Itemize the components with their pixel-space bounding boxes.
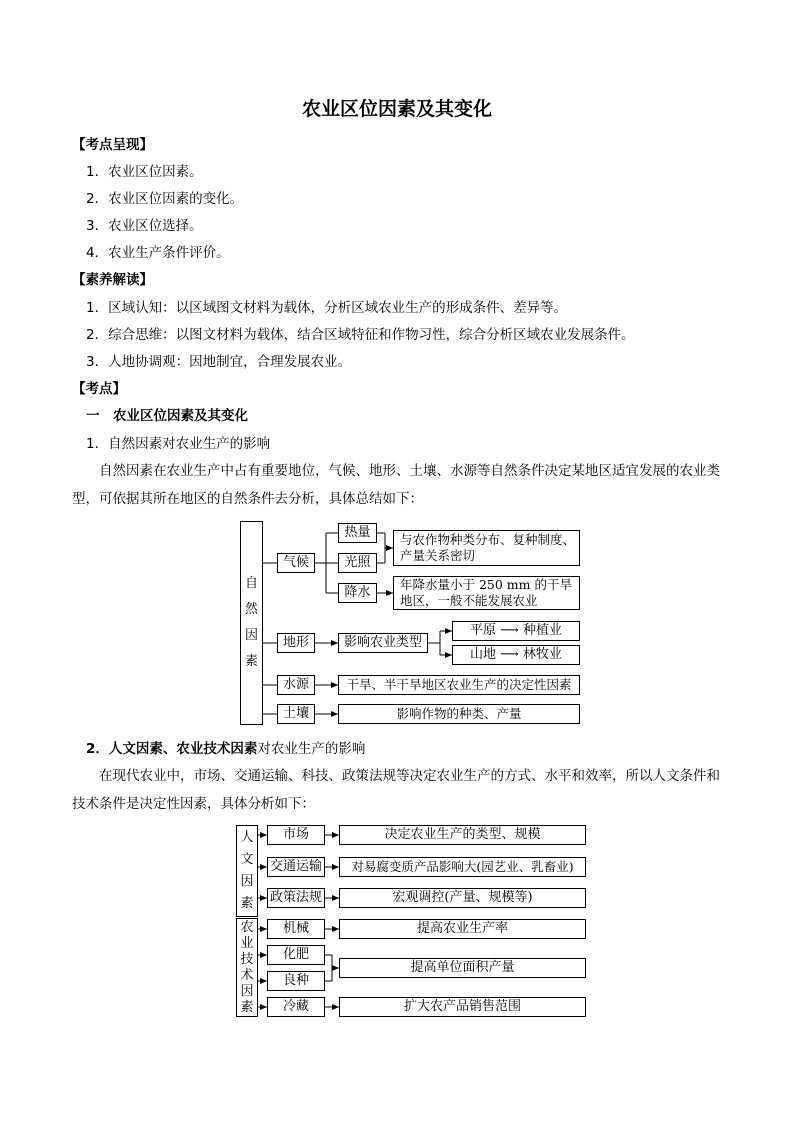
subsection-title: 一 农业区位因素及其变化: [86, 408, 248, 424]
light-box: 光照: [338, 553, 377, 573]
item-label: 2．综合思维: [86, 327, 163, 343]
item-text: ：因地制宜，合理发展农业。: [175, 354, 352, 370]
paragraph-natural: 自然因素在农业生产中占有重要地位，气候、地形、土壤、水源等自然条件决定某地区适宜发展的农业类型，可依据其所在地区的自然条件去分析，具体总结如下：: [72, 463, 720, 507]
human-factors-root: [236, 825, 258, 917]
seed-box: 良种: [267, 971, 325, 991]
root-char: 技: [240, 951, 254, 967]
item-text: ：以图文材料为载体，结合区域特征和作物习性，综合分析区域农业发展条件。: [162, 327, 635, 343]
water-box: 水源: [277, 675, 315, 695]
list-item: 4．农业生产条件评价。: [86, 245, 230, 261]
terrain-effect-box: 影响农业类型: [338, 633, 428, 653]
section-heading-kaodian-chengxian: 【考点呈现】: [72, 137, 153, 153]
root-char: 业: [240, 935, 254, 951]
transport-desc: 对易腐变质产品影响大(园艺业、乳畜业): [339, 857, 586, 877]
item-text: ：以区域图文材料为载体，分析区域农业生产的形成条件、差异等。: [162, 300, 568, 316]
terrain-box: 地形: [277, 633, 315, 653]
policy-box: 政策法规: [267, 888, 325, 908]
root-char: 文: [240, 852, 254, 867]
heat-light-desc: 与农作物种类分布、复种制度、产量关系密切: [393, 530, 580, 566]
water-desc: 干旱、半干旱地区农业生产的决定性因素: [338, 675, 580, 695]
rain-desc: 年降水量小于 250 mm 的干旱地区，一般不能发展农业: [393, 576, 580, 610]
root-char: 然: [244, 602, 258, 617]
market-desc: 决定农业生产的类型、规模: [339, 825, 586, 845]
root-char: 因: [244, 628, 258, 643]
root-char: 农: [240, 919, 254, 935]
tech-factors-root: [236, 918, 258, 1017]
root-char: 自: [244, 576, 258, 591]
mountain-box: 山地 ⟶ 林牧业: [452, 645, 580, 665]
root-char: 素: [244, 654, 258, 669]
fert-seed-desc: 提高单位面积产量: [339, 958, 586, 978]
section-heading-suyang: 【素养解读】: [72, 272, 153, 288]
market-box: 市场: [267, 825, 325, 845]
root-char: 素: [240, 896, 254, 911]
cold-box: 冷藏: [267, 997, 325, 1017]
soil-box: 土壤: [277, 704, 315, 724]
machine-desc: 提高农业生产率: [339, 919, 586, 939]
list-item: 2．农业区位因素的变化。: [86, 191, 244, 207]
list-item: 1．农业区位因素。: [86, 164, 203, 180]
cold-desc: 扩大农产品销售范围: [339, 997, 586, 1017]
root-char: 因: [240, 983, 254, 999]
plain-box: 平原 ⟶ 种植业: [452, 621, 580, 641]
section-heading-kaodian: 【考点】: [72, 381, 126, 397]
root-char: 因: [240, 874, 254, 889]
subsection-heading-natural: 1．自然因素对农业生产的影响: [86, 436, 271, 452]
list-item: 3．农业区位选择。: [86, 218, 203, 234]
transport-box: 交通运输: [267, 857, 325, 877]
machine-box: 机械: [267, 919, 325, 939]
policy-desc: 宏观调控(产量、规模等): [339, 888, 586, 908]
rain-box: 降水: [338, 583, 377, 603]
page-title: 农业区位因素及其变化: [301, 98, 492, 120]
fertilizer-box: 化肥: [267, 945, 325, 965]
heat-box: 热量: [338, 523, 377, 543]
soil-desc: 影响作物的种类、产量: [338, 704, 580, 724]
subsection-heading-rest: 对农业生产的影响: [257, 741, 366, 757]
subsection-heading-bold: 2．人文因素、农业技术因素: [86, 741, 258, 757]
item-label: 1．区域认知: [86, 300, 163, 316]
climate-box: 气候: [277, 553, 315, 573]
root-char: 人: [240, 830, 254, 845]
item-label: 3．人地协调观: [86, 354, 176, 370]
root-char: 素: [240, 999, 254, 1015]
paragraph-human: 在现代农业中，市场、交通运输、科技、政策法规等决定农业生产的方式、水平和效率，所以人文条件和技术条件是决定性因素，具体分析如下：: [72, 768, 720, 812]
root-char: 术: [240, 967, 254, 983]
